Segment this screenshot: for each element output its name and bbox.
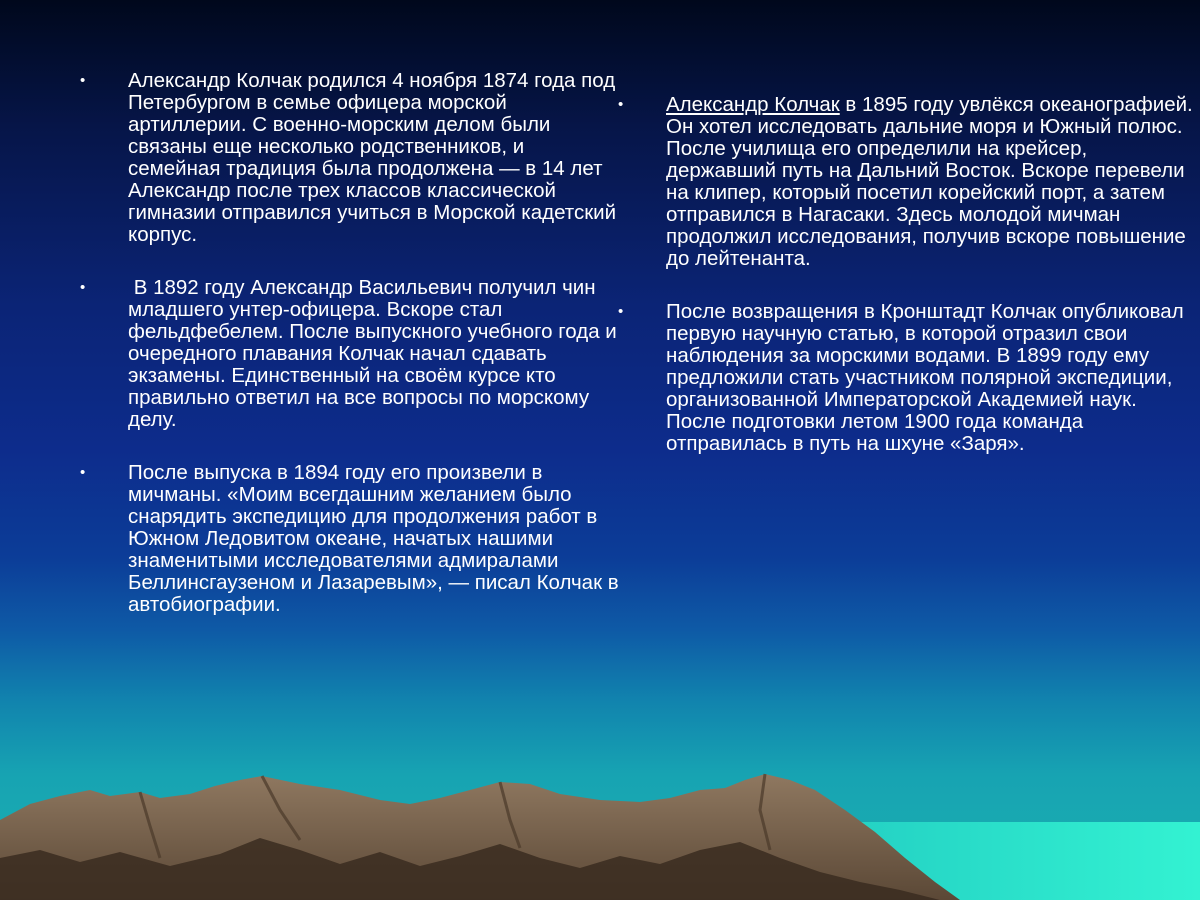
paragraph-text: в 1895 году увлёкся океанографией. Он хотел исследовать дальние моря и Южный полюс. После училища его определили на крейсер, державший путь на Дальний Восток. Вскоре перевели на клипер, который посетил корейский порт, а затем отправился в Нагасаки. Здесь молодой мичман продолжил исследования, получив вскоре повышение до лейтенанта. [666, 93, 1193, 270]
mountain-landscape [0, 740, 1200, 900]
bullet-icon: • [80, 464, 86, 481]
bullet-item [80, 70, 620, 246]
paragraph: После возвращения в Кронштадт Колчак опубликовал первую научную статью, в которой отразил свои наблюдения за морскими водами. В 1899 году ему предложили стать участником полярной экспедиции, организованной Императорской Академией наук. После подготовки летом 1900 года команда отправилась в путь на шхуне «Заря». [666, 300, 1184, 455]
bullet-item [618, 94, 1193, 270]
bullet-item [80, 462, 620, 616]
bullet-icon: • [618, 96, 624, 113]
bullet-icon: • [618, 303, 624, 320]
kolchak-link[interactable]: Александр Колчак [666, 93, 840, 116]
right-column [618, 94, 1193, 486]
bullet-icon: • [80, 72, 86, 89]
bullet-item [618, 301, 1193, 455]
paragraph: После выпуска в 1894 году его произвели в мичманы. «Моим всегдашним желанием было снарядить экспедицию для продолжения работ в Южном Ледовитом океане, начатых нашими знаменитыми исследователями адмиралами Беллинсгаузеном и Лазаревым», — писал Колчак в автобиографии. [128, 461, 619, 616]
bullet-icon: • [80, 279, 86, 296]
left-column [80, 69, 623, 647]
bullet-item [80, 276, 623, 431]
paragraph: В 1892 году Александр Васильевич получил чин младшего унтер-офицера. Вскоре стал фельдфебелем. После выпускного учебного года и очередного плавания Колчак начал сдавать экзамены. Единственный на своём курсе кто правильно ответил на все вопросы по морскому делу. [128, 276, 623, 431]
paragraph [666, 94, 1193, 270]
paragraph: Александр Колчак родился 4 ноября 1874 года под Петербургом в семье офицера морской артиллерии. С военно-морским делом были связаны еще несколько родственников, и семейная традиция была продолжена — в 14 лет Александр после трех классов классической гимназии отправился учиться в Морской кадетский корпус. [128, 69, 617, 246]
